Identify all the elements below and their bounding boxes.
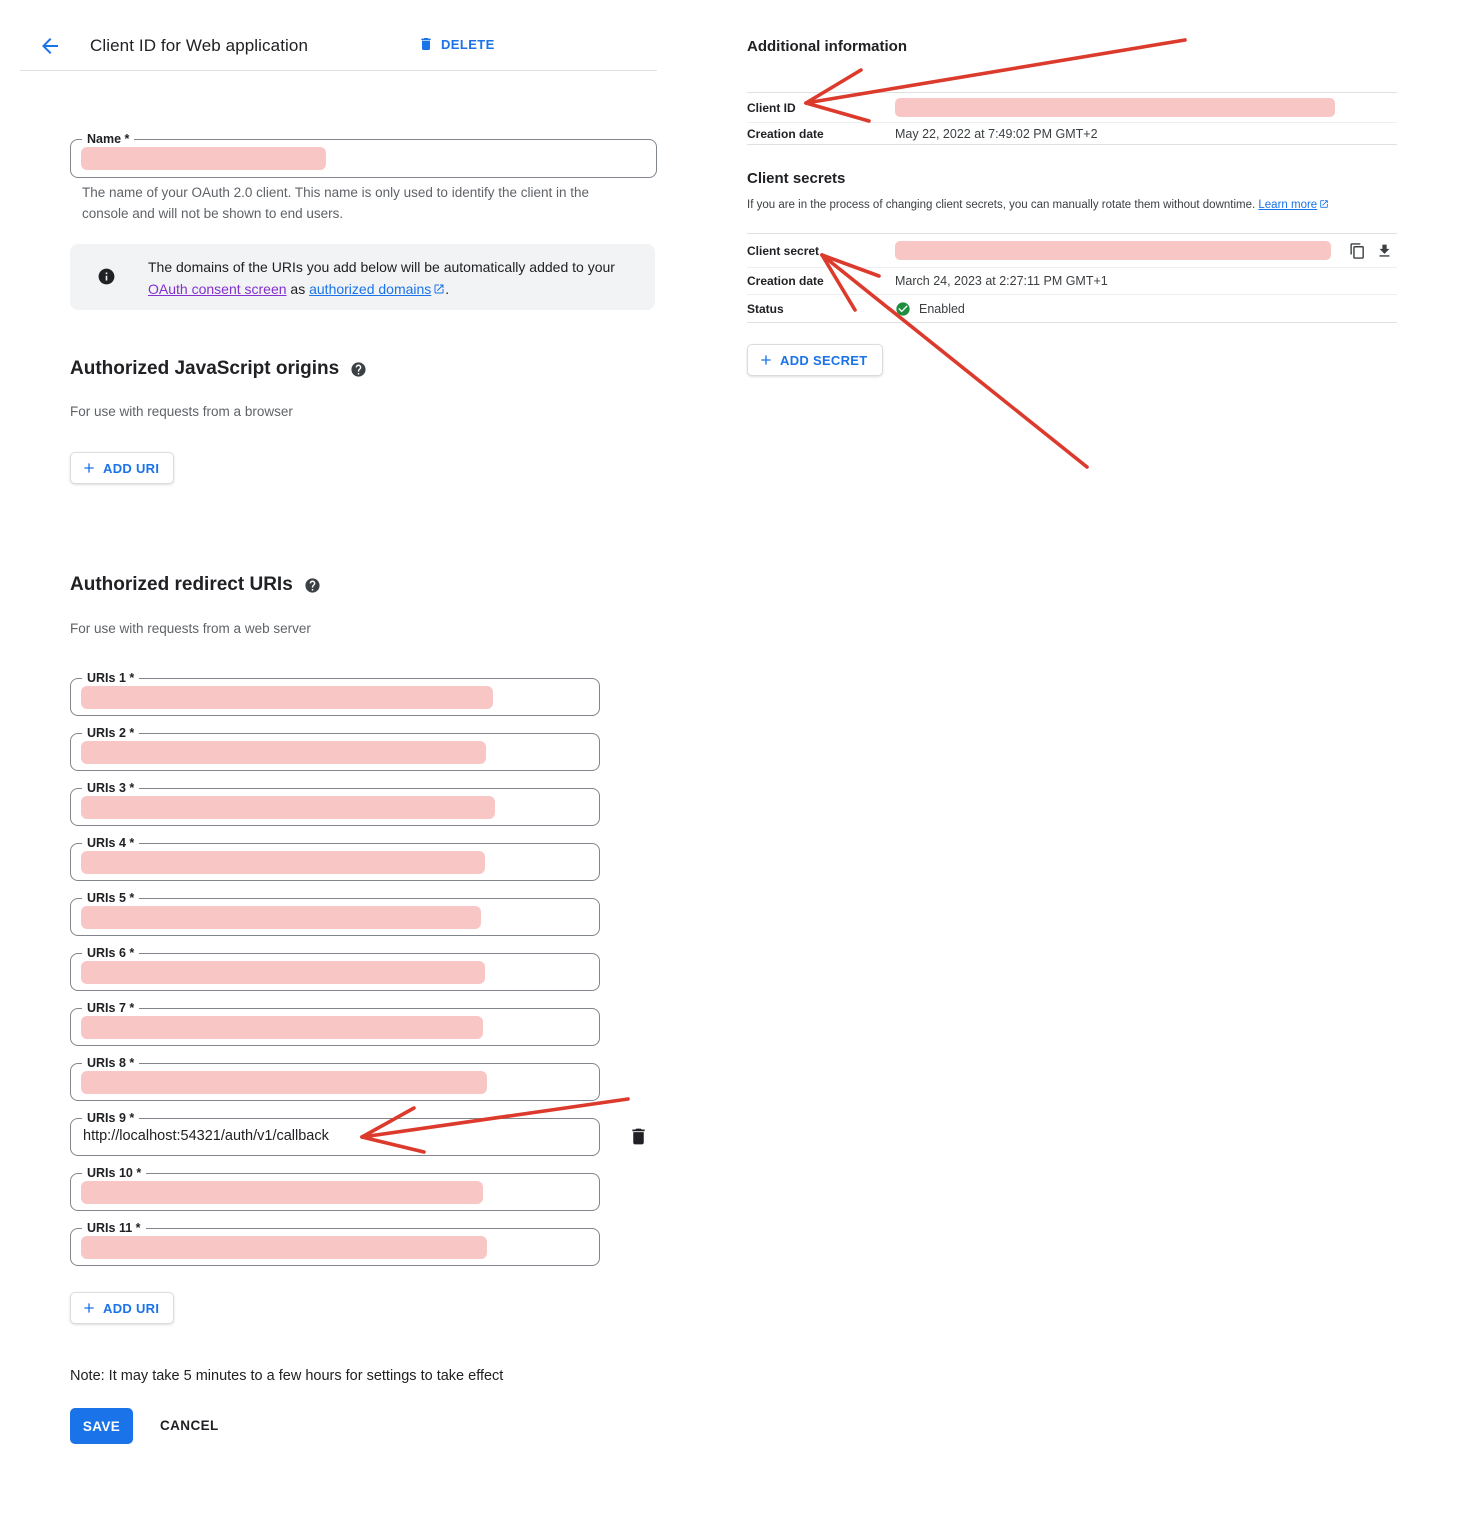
plus-icon	[81, 1300, 97, 1316]
redirect-uri-value: http://localhost:54321/auth/v1/callback	[83, 1128, 329, 1144]
page-title: Client ID for Web application	[90, 36, 309, 55]
redirect-uri-input[interactable]	[70, 1166, 600, 1211]
info-banner	[70, 244, 655, 310]
redaction-bar	[81, 1071, 487, 1094]
redirect-uri-label: URIs 10 *	[82, 1165, 146, 1182]
redaction-bar	[81, 686, 493, 709]
redirect-uri-row	[70, 1221, 600, 1266]
redaction-bar	[81, 1016, 483, 1039]
secret-creation-date-value: March 24, 2023 at 2:27:11 PM GMT+1	[895, 274, 1108, 288]
redirect-uri-label: URIs 8 *	[82, 1055, 139, 1072]
redirect-uris-heading: Authorized redirect URIs	[70, 574, 321, 596]
redirect-uri-row	[70, 1001, 600, 1046]
redirect-uri-input[interactable]	[70, 1001, 600, 1046]
redirect-uri-label: URIs 4 *	[82, 835, 139, 852]
redirect-uri-input[interactable]	[70, 946, 600, 991]
client-secret-row	[747, 234, 1397, 267]
info-banner-text: The domains of the URIs you add below will be automatically added to your OAuth consent screen as authorized domains .	[148, 259, 615, 297]
help-icon[interactable]	[350, 361, 367, 378]
redaction-bar	[81, 796, 495, 819]
status-row	[747, 294, 1397, 322]
redirect-uri-row	[70, 836, 600, 881]
redirect-uri-row	[70, 1111, 600, 1156]
client-secret-label: Client secret	[747, 243, 820, 258]
creation-date-value: May 22, 2022 at 7:49:02 PM GMT+2	[895, 126, 1098, 141]
redirect-uri-input[interactable]	[70, 1056, 600, 1101]
name-input[interactable]	[70, 132, 657, 178]
delete-button-label: DELETE	[441, 36, 495, 52]
download-icon[interactable]	[1376, 242, 1393, 259]
client-id-redaction-bar	[895, 98, 1335, 117]
additional-info-table	[747, 92, 1397, 145]
redirect-uri-row	[70, 671, 600, 716]
settings-note: Note: It may take 5 minutes to a few hours for settings to take effect	[70, 1368, 504, 1384]
client-secret-table	[747, 233, 1397, 323]
info-icon	[97, 267, 116, 286]
redaction-bar	[81, 147, 326, 170]
redirect-uri-row	[70, 891, 600, 936]
status-value: Enabled	[919, 301, 965, 316]
redirect-uri-input[interactable]	[70, 671, 600, 716]
js-origins-heading: Authorized JavaScript origins	[70, 358, 367, 380]
additional-info-heading: Additional information	[747, 38, 907, 55]
save-button[interactable]: SAVE	[70, 1408, 133, 1444]
add-js-origin-uri-button[interactable]: ADD URI	[70, 452, 174, 484]
external-link-icon	[1319, 199, 1329, 209]
redaction-bar	[81, 906, 481, 929]
status-badge	[895, 301, 965, 317]
redirect-uri-input[interactable]	[70, 1221, 600, 1266]
delete-button[interactable]	[418, 36, 495, 52]
status-label: Status	[747, 301, 784, 316]
redirect-uri-label: URIs 3 *	[82, 780, 139, 797]
learn-more-link[interactable]: Learn more	[1258, 199, 1329, 211]
secret-creation-date-row	[747, 267, 1397, 294]
redirect-uri-label: URIs 6 *	[82, 945, 139, 962]
redirect-uri-input[interactable]	[70, 836, 600, 881]
redaction-bar	[81, 961, 485, 984]
client-id-label: Client ID	[747, 100, 796, 115]
redirect-uri-row	[70, 726, 600, 771]
external-link-icon	[433, 283, 445, 295]
secret-creation-date-label: Creation date	[747, 274, 824, 288]
redirect-uri-label: URIs 7 *	[82, 1000, 139, 1017]
check-circle-icon	[895, 301, 911, 317]
help-icon[interactable]	[304, 577, 321, 594]
name-field-label: Name *	[82, 131, 134, 148]
authorized-domains-link[interactable]: authorized domains	[309, 281, 445, 297]
plus-icon	[81, 460, 97, 476]
redirect-uri-row	[70, 946, 600, 991]
redirect-uri-label: URIs 9 *	[82, 1110, 139, 1127]
redirect-uri-row	[70, 781, 600, 826]
redirect-uri-label: URIs 5 *	[82, 890, 139, 907]
creation-date-row	[747, 122, 1397, 144]
oauth-consent-screen-link[interactable]: OAuth consent screen	[148, 281, 287, 297]
redirect-uri-row	[70, 1056, 600, 1101]
client-secrets-description: If you are in the process of changing client secrets, you can manually rotate them without downtime. Learn more	[747, 199, 1397, 211]
redirect-uri-label: URIs 1 *	[82, 670, 139, 687]
redaction-bar	[81, 851, 485, 874]
client-secret-redaction-bar	[895, 241, 1331, 260]
js-origins-subtitle: For use with requests from a browser	[70, 404, 293, 419]
redirect-uri-input[interactable]	[70, 891, 600, 936]
trash-icon	[418, 36, 434, 52]
header-divider	[20, 70, 657, 71]
delete-uri-icon[interactable]	[628, 1126, 649, 1147]
back-arrow-icon[interactable]	[38, 34, 62, 58]
redirect-uri-row	[70, 1166, 600, 1211]
add-redirect-uri-button[interactable]: ADD URI	[70, 1292, 174, 1324]
redirect-uri-input[interactable]	[70, 726, 600, 771]
creation-date-label: Creation date	[747, 126, 824, 141]
add-secret-button[interactable]: ADD SECRET	[747, 344, 883, 376]
redaction-bar	[81, 741, 486, 764]
client-id-row	[747, 93, 1397, 122]
redirect-uri-input[interactable]	[70, 1111, 600, 1156]
redirect-uri-label: URIs 11 *	[82, 1220, 146, 1237]
redirect-uri-input[interactable]	[70, 781, 600, 826]
client-secrets-heading: Client secrets	[747, 170, 846, 187]
redaction-bar	[81, 1236, 487, 1259]
copy-icon[interactable]	[1349, 242, 1366, 259]
redirect-uris-subtitle: For use with requests from a web server	[70, 621, 311, 636]
redirect-uri-label: URIs 2 *	[82, 725, 139, 742]
cancel-button[interactable]: CANCEL	[160, 1418, 219, 1433]
plus-icon	[758, 352, 774, 368]
redaction-bar	[81, 1181, 483, 1204]
name-helper-text: The name of your OAuth 2.0 client. This name is only used to identify the client in the console and will not be shown to end users.	[82, 185, 590, 221]
